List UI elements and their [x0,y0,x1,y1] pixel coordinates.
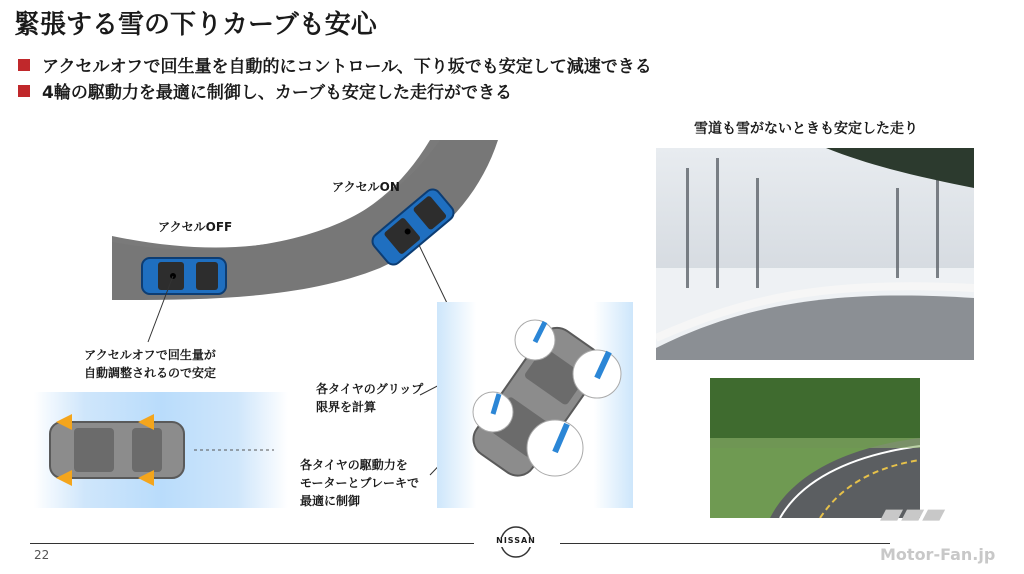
drive-note-line3: 最適に制御 [300,494,361,508]
watermark-text: Motor-Fan.jp [880,545,996,564]
label-accel-on: アクセルON [332,180,400,194]
regen-note-line1: アクセルオフで回生量が [84,348,216,362]
drive-note-line2: モーターとブレーキで [300,476,420,490]
bullet-text: アクセルオフで回生量を自動的にコントロール、下り坂でも安定して減速できる [42,57,652,77]
regen-car-diagram [34,392,288,508]
regen-note-line2: 自動調整されるので安定 [84,366,217,380]
tire-grip-circle [515,320,555,360]
footer-rule-right [560,543,890,544]
slide-title: 緊張する雪の下りカーブも安心 [14,10,377,40]
footer-rule-left [30,543,474,544]
label-accel-off: アクセルOFF [158,220,233,234]
grip-note-line1: 各タイヤのグリップ [316,382,424,396]
car-accel-off [142,258,226,294]
nissan-logo [488,524,544,560]
nissan-wordmark: NISSAN [496,536,536,545]
photo-caption: 雪道も雪がないときも安定した走り [694,121,918,137]
tire-grip-circle [573,350,621,398]
tire-grip-circle [527,420,583,476]
awd-car-diagram [437,302,633,508]
watermark-logo: ▰▰▰ [880,496,944,531]
grip-note-line2: 限界を計算 [316,400,377,414]
bullet-text: 4輪の駆動力を最適に制御し、カーブも安定した走行ができる [42,83,512,103]
grip-note [316,380,423,416]
grey-car-top [50,422,184,478]
drive-note [300,456,419,510]
drive-note-line1: 各タイヤの駆動力を [300,458,408,472]
tire-grip-circle [473,392,513,432]
regen-note [84,346,216,382]
snowy-road-photo [656,148,974,360]
page-number: 22 [34,548,50,562]
